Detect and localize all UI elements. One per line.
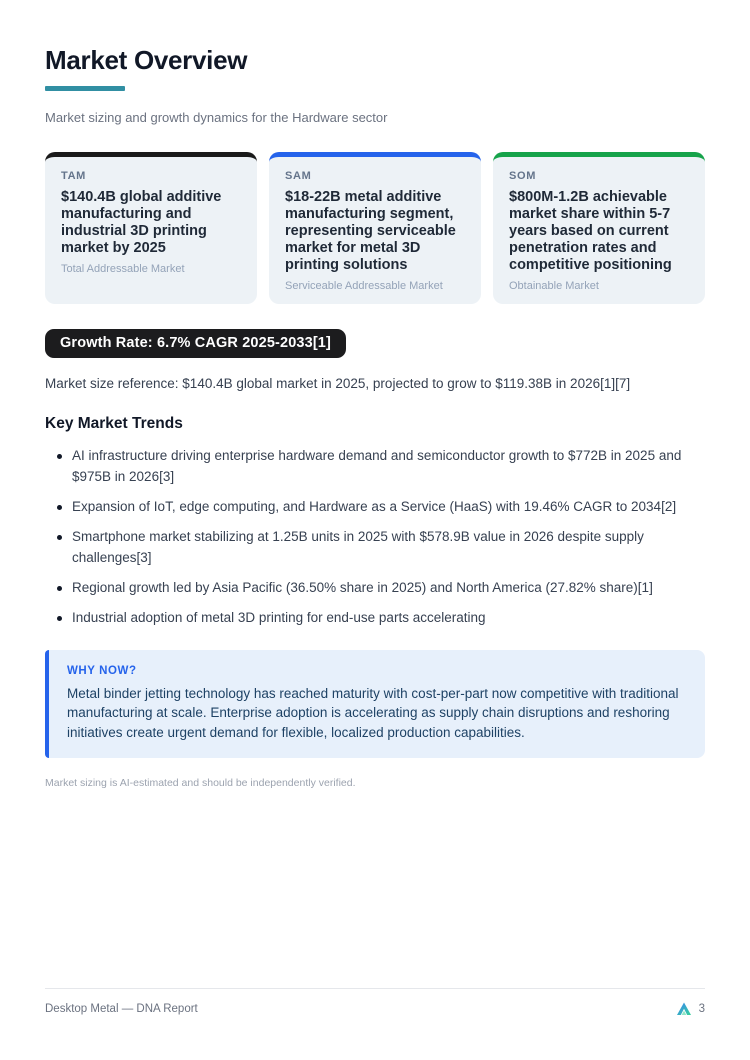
sam-card [269, 152, 481, 305]
page-header [45, 46, 705, 125]
title-accent-bar [45, 86, 125, 91]
page-number: 3 [698, 1003, 705, 1015]
som-headline: $800M-1.2B achievable market share within 5-7 years based on current penetration rates and competitive positioning [509, 188, 672, 274]
som-card [493, 152, 705, 305]
sam-label: SAM [285, 169, 312, 182]
som-caption: Obtainable Market [509, 280, 599, 293]
trend-item: Regional growth led by Asia Pacific (36.50% share in 2025) and North America (27.82% share)[1] [45, 578, 693, 599]
sam-headline: $18-22B metal additive manufacturing segment, representing serviceable market for metal 3D printing solutions [285, 188, 456, 274]
why-now-callout [45, 650, 705, 759]
market-sizing-cards [45, 152, 705, 305]
tam-caption: Total Addressable Market [61, 263, 185, 276]
sam-caption: Serviceable Addressable Market [285, 280, 443, 293]
market-size-reference: Market size reference: $140.4B global market in 2025, projected to grow to $119.38B in 2026[1][7] [45, 376, 631, 392]
footer-report-title: Desktop Metal — DNA Report [45, 1003, 198, 1015]
tam-label: TAM [61, 169, 86, 182]
page-footer [45, 988, 705, 1016]
som-label: SOM [509, 169, 537, 182]
trend-item: Smartphone market stabilizing at 1.25B units in 2025 with $578.9B value in 2026 despite supply challenges[3] [45, 527, 693, 569]
tam-headline: $140.4B global additive manufacturing and industrial 3D printing market by 2025 [61, 188, 222, 256]
footer-page-indicator [676, 1002, 705, 1016]
tam-card [45, 152, 257, 305]
disclaimer-footnote: Market sizing is AI-estimated and should be independently verified. [45, 777, 356, 790]
why-now-text: Metal binder jetting technology has reached maturity with cost-per-part now competitive with traditional manufacturing at scale. Enterprise adoption is accelerating as supply chain disruptions and reshoring initiatives create urgent demand for flexible, localized production capabilities. [67, 685, 679, 740]
why-now-label: WHY NOW? [67, 664, 137, 677]
page-subtitle: Market sizing and growth dynamics for the Hardware sector [45, 109, 388, 125]
page-title: Market Overview [45, 45, 248, 75]
brand-logo-icon [676, 1002, 692, 1016]
trend-item: Industrial adoption of metal 3D printing for end-use parts accelerating [45, 608, 693, 629]
trends-list [45, 446, 705, 628]
trend-item: AI infrastructure driving enterprise hardware demand and semiconductor growth to $772B in 2025 and $975B in 2026[3] [45, 446, 693, 488]
growth-rate-badge: Growth Rate: 6.7% CAGR 2025-2033[1] [45, 329, 346, 358]
trend-item: Expansion of IoT, edge computing, and Hardware as a Service (HaaS) with 19.46% CAGR to 2034[2] [45, 497, 693, 518]
trends-heading: Key Market Trends [45, 415, 183, 433]
